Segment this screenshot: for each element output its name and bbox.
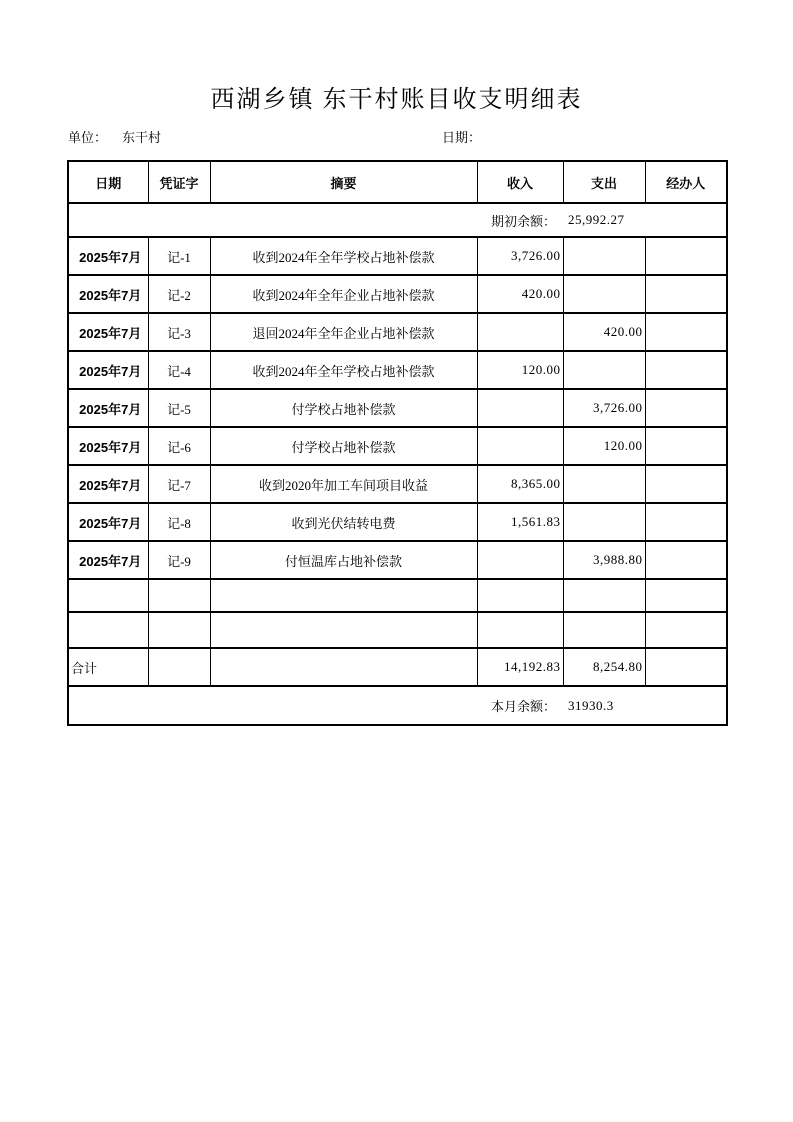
cell-expense: 3,988.80	[563, 541, 645, 579]
cell-handler	[645, 465, 727, 503]
cell-voucher: 记-7	[148, 465, 210, 503]
opening-balance-value: 25,992.27	[568, 212, 625, 227]
cell-income	[477, 313, 563, 351]
cell-voucher: 记-5	[148, 389, 210, 427]
table-row	[68, 503, 727, 541]
cell-expense	[563, 275, 645, 313]
cell-expense: 120.00	[563, 427, 645, 465]
table-row	[68, 351, 727, 389]
total-income: 14,192.83	[477, 648, 563, 686]
total-label: 合计	[68, 648, 148, 686]
date-label: 日期：	[442, 130, 482, 145]
cell-income: 420.00	[477, 275, 563, 313]
cell-income	[477, 389, 563, 427]
cell-handler	[645, 579, 727, 612]
cell-voucher	[148, 579, 210, 612]
cell-voucher: 记-2	[148, 275, 210, 313]
cell-income: 3,726.00	[477, 237, 563, 275]
table-row	[68, 465, 727, 503]
cell-date: 2025年7月	[68, 503, 148, 541]
cell-summary	[210, 579, 477, 612]
total-handler-cell	[645, 648, 727, 686]
cell-expense	[563, 237, 645, 275]
cell-income	[477, 612, 563, 648]
cell-handler	[645, 612, 727, 648]
col-header-handler: 经办人	[645, 161, 727, 203]
cell-date: 2025年7月	[68, 351, 148, 389]
col-header-income: 收入	[477, 161, 563, 203]
cell-voucher: 记-8	[148, 503, 210, 541]
table-row	[68, 313, 727, 351]
total-summary-cell	[210, 648, 477, 686]
cell-summary: 退回2024年全年企业占地补偿款	[210, 313, 477, 351]
cell-voucher: 记-3	[148, 313, 210, 351]
opening-balance	[491, 211, 726, 230]
table-row	[68, 427, 727, 465]
cell-summary: 付学校占地补偿款	[210, 389, 477, 427]
cell-expense: 420.00	[563, 313, 645, 351]
cell-date: 2025年7月	[68, 389, 148, 427]
cell-summary: 收到2024年全年企业占地补偿款	[210, 275, 477, 313]
cell-date: 2025年7月	[68, 465, 148, 503]
table-row	[68, 275, 727, 313]
table-row	[68, 389, 727, 427]
cell-summary	[210, 612, 477, 648]
total-row	[68, 648, 727, 686]
monthly-balance-row	[68, 686, 727, 725]
col-header-expense: 支出	[563, 161, 645, 203]
cell-summary: 收到2024年全年学校占地补偿款	[210, 237, 477, 275]
cell-date: 2025年7月	[68, 541, 148, 579]
col-header-date: 日期	[68, 161, 148, 203]
cell-handler	[645, 541, 727, 579]
ledger-table-wrap	[67, 160, 726, 726]
cell-summary: 收到2024年全年学校占地补偿款	[210, 351, 477, 389]
cell-income: 120.00	[477, 351, 563, 389]
table-row-empty	[68, 579, 727, 612]
cell-income	[477, 579, 563, 612]
cell-date: 2025年7月	[68, 237, 148, 275]
cell-handler	[645, 503, 727, 541]
cell-handler	[645, 275, 727, 313]
cell-expense	[563, 465, 645, 503]
unit-label: 单位：	[68, 130, 108, 145]
cell-income: 1,561.83	[477, 503, 563, 541]
ledger-table	[67, 160, 728, 726]
cell-summary: 付恒温库占地补偿款	[210, 541, 477, 579]
cell-handler	[645, 351, 727, 389]
cell-expense	[563, 579, 645, 612]
table-row-empty	[68, 612, 727, 648]
col-header-summary: 摘要	[210, 161, 477, 203]
cell-date	[68, 579, 148, 612]
cell-handler	[645, 313, 727, 351]
table-header-row	[68, 161, 727, 203]
cell-date: 2025年7月	[68, 313, 148, 351]
monthly-balance-label: 本月余额：	[491, 699, 557, 714]
cell-voucher	[148, 612, 210, 648]
cell-date: 2025年7月	[68, 275, 148, 313]
monthly-balance	[491, 696, 726, 715]
total-voucher-cell	[148, 648, 210, 686]
cell-expense	[563, 503, 645, 541]
cell-handler	[645, 237, 727, 275]
opening-balance-label: 期初余额：	[491, 213, 557, 229]
cell-voucher: 记-1	[148, 237, 210, 275]
cell-voucher: 记-4	[148, 351, 210, 389]
cell-date	[68, 612, 148, 648]
total-expense: 8,254.80	[563, 648, 645, 686]
cell-expense: 3,726.00	[563, 389, 645, 427]
cell-voucher: 记-9	[148, 541, 210, 579]
cell-summary: 收到2020年加工车间项目收益	[210, 465, 477, 503]
cell-income	[477, 427, 563, 465]
cell-handler	[645, 427, 727, 465]
cell-summary: 收到光伏结转电费	[210, 503, 477, 541]
cell-handler	[645, 389, 727, 427]
table-row	[68, 541, 727, 579]
cell-summary: 付学校占地补偿款	[210, 427, 477, 465]
document-title: 西湖乡镇 东干村账目收支明细表	[210, 87, 583, 113]
cell-expense	[563, 612, 645, 648]
col-header-voucher: 凭证字	[148, 161, 210, 203]
unit-value: 东干村	[122, 130, 162, 145]
monthly-balance-value: 31930.3	[568, 697, 614, 713]
cell-date: 2025年7月	[68, 427, 148, 465]
cell-expense	[563, 351, 645, 389]
meta-row	[68, 127, 726, 145]
cell-income: 8,365.00	[477, 465, 563, 503]
cell-voucher: 记-6	[148, 427, 210, 465]
opening-balance-row	[68, 203, 727, 237]
table-row	[68, 237, 727, 275]
cell-income	[477, 541, 563, 579]
